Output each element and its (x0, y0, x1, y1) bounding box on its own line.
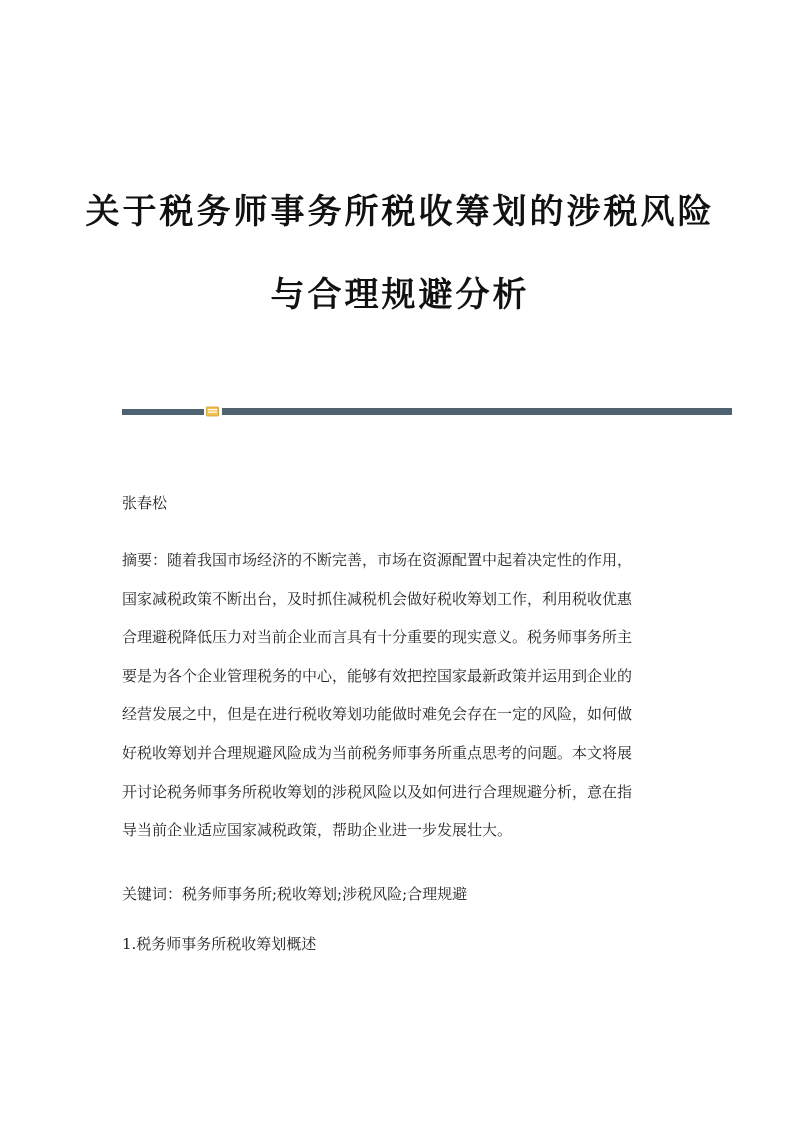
abstract-line: 开讨论税务师事务所税收筹划的涉税风险以及如何进行合理规避分析，意在指 (122, 782, 633, 801)
divider-bar-right (222, 408, 732, 415)
abstract-line: 导当前企业适应国家减税政策，帮助企业进一步发展壮大。 (122, 821, 513, 840)
title-divider (122, 406, 732, 418)
section-heading: 1.税务师事务所税收筹划概述 (122, 935, 317, 953)
abstract-line: 摘要：随着我国市场经济的不断完善，市场在资源配置中起着决定性的作用， (122, 551, 633, 569)
keywords: 关键词：税务师事务所;税收筹划;涉税风险;合理规避 (122, 885, 468, 903)
abstract-paragraph (122, 541, 682, 850)
abstract-line: 国家减税政策不断出台，及时抓住减税机会做好税收筹划工作，利用税收优惠 (122, 589, 633, 608)
divider-bar-left (122, 409, 204, 415)
author-name: 张春松 (122, 494, 168, 512)
document-icon (206, 406, 219, 417)
abstract-line: 经营发展之中，但是在进行税收筹划功能做时难免会存在一定的风险，如何做 (122, 705, 633, 724)
abstract-line: 要是为各个企业管理税务的中心，能够有效把控国家最新政策并运用到企业的 (122, 666, 633, 685)
document-title-line-1: 关于税务师事务所税收筹划的涉税风险 (85, 192, 715, 232)
abstract-line: 好税收筹划并合理规避风险成为当前税务师事务所重点思考的问题。本文将展 (122, 743, 633, 762)
abstract-line: 合理避税降低压力对当前企业而言具有十分重要的现实意义。税务师事务所主 (122, 628, 633, 647)
document-title-line-2: 与合理规避分析 (270, 275, 530, 315)
